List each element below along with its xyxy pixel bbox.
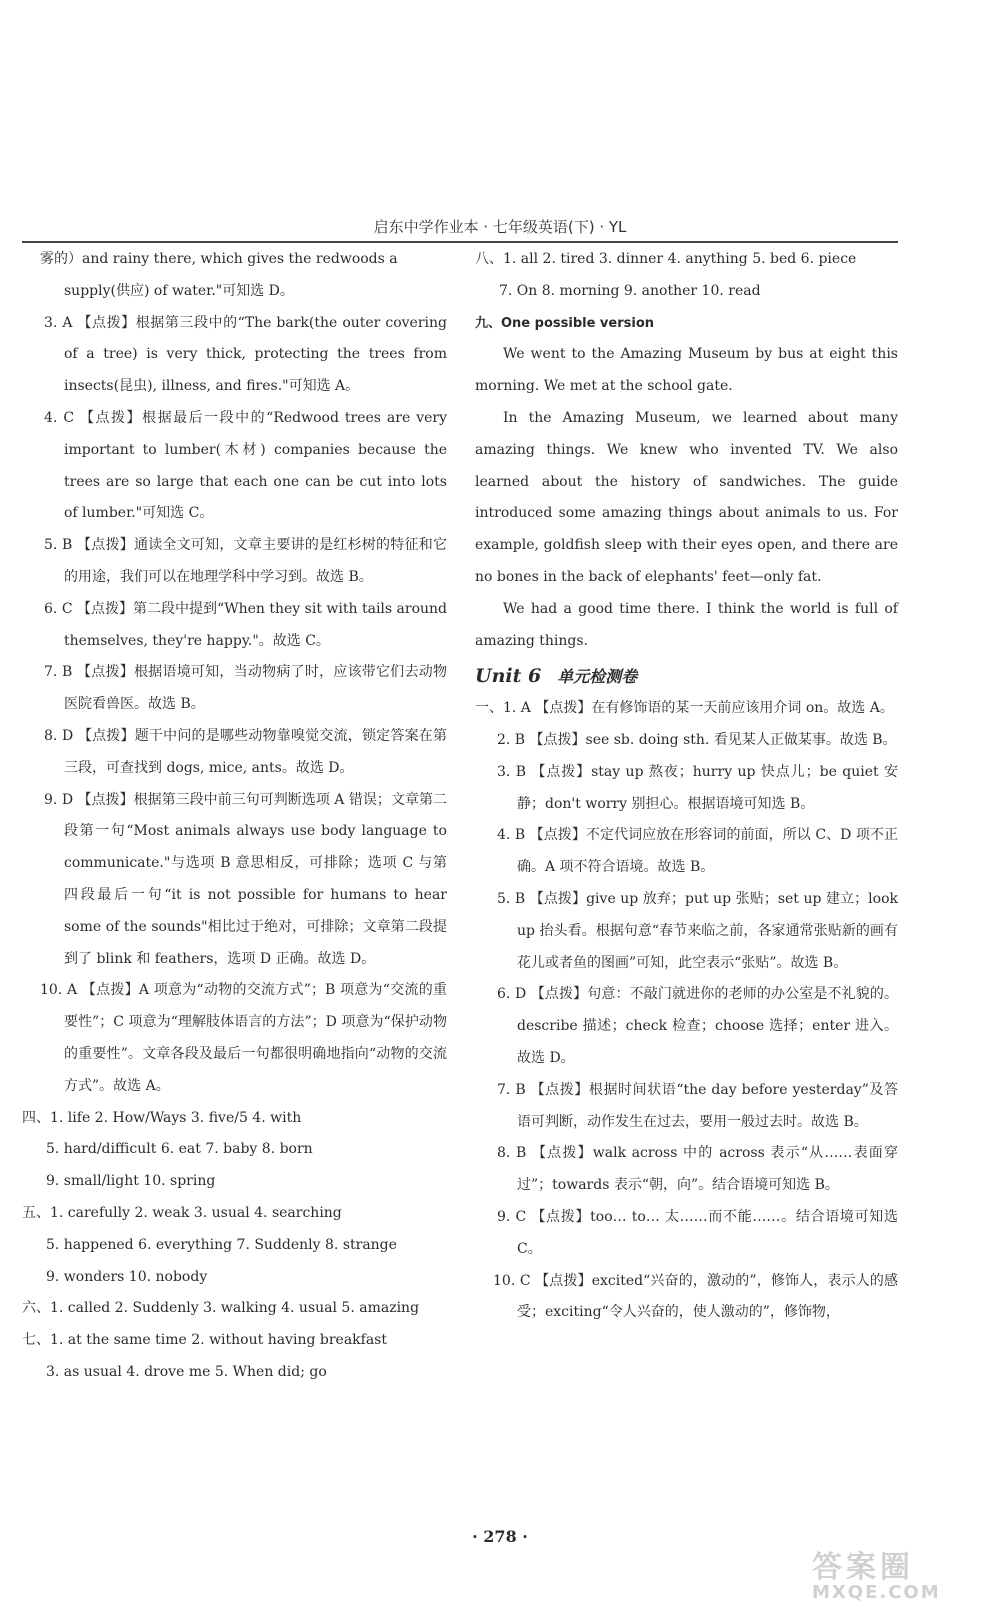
answer-item: 7. B 【点拨】根据语境可知，当动物病了时，应该带它们去动物医院看兽医。故选 B。 [44, 664, 447, 713]
answer-item: 8. B 【点拨】walk across 中的 across 表示“从……表面穿过”；towards 表示“朝，向”。结合语境可知选 B。 [497, 1145, 898, 1194]
answer-item: 10. C 【点拨】excited“兴奋的，激动的”，修饰人，表示人的感受；exciting“令人兴奋的，使人激动的”，修饰物， [493, 1272, 898, 1321]
text-line: supply(供应) of water."可知选 D。 [64, 282, 294, 299]
answer-item: 9. C 【点拨】too… to… 太……而不能……。结合语境可知选 C。 [497, 1208, 898, 1257]
answer-line: 9. small/light 10. spring [46, 1173, 216, 1190]
section-4 [22, 1103, 447, 1198]
section-8 [475, 244, 898, 308]
unit-title: Unit 6 [475, 665, 542, 688]
essay-paragraph: In the Amazing Museum, we learned about many amazing things. We knew who invented TV. We also learned about the history of sandwiches. The guide introduced some amazing things about animals to us. For example, goldfish sleep with their eyes open, and there are no bones in the back of elephants' feet—only fat. [475, 409, 898, 585]
answer-line: 八、1. all 2. tired 3. dinner 4. anything 5. bed 6. piece [475, 251, 857, 267]
right-column [475, 244, 898, 1329]
essay-paragraph: We had a good time there. I think the world is full of amazing things. [475, 600, 898, 649]
section-9-heading: 九、One possible version [475, 315, 655, 331]
answer-line: 四、1. life 2. How/Ways 3. five/5 4. with [22, 1109, 302, 1126]
answer-line: 7. On 8. morning 9. another 10. read [499, 282, 761, 299]
answer-item: 一、1. A 【点拨】在有修饰语的某一天前应该用介词 on。故选 A。 [475, 700, 894, 717]
header-rule [22, 241, 898, 243]
answer-item: 5. B 【点拨】通读全文可知，文章主要讲的是红杉树的特征和它的用途，我们可以在地理学科中学习到。故选 B。 [44, 537, 447, 585]
section-7 [22, 1325, 447, 1389]
answer-item: 7. B 【点拨】根据时间状语“the day before yesterday”及答语可判断，动作发生在过去，要用一般过去时。故选 B。 [497, 1081, 898, 1130]
page-number: · 278 · [472, 1527, 528, 1546]
answer-item: 8. D 【点拨】题干中问的是哪些动物靠嗅觉交流，锁定答案在第三段，可查找到 dogs, mice, ants。故选 D。 [44, 727, 447, 776]
left-column [22, 244, 447, 1389]
answer-line: 七、1. at the same time 2. without having breakfast [22, 1332, 387, 1349]
unit-heading [475, 661, 898, 693]
answer-item: 2. B 【点拨】see sb. doing sth. 看见某人正做某事。故选 B。 [497, 731, 897, 748]
page-header: 启东中学作业本 · 七年级英语(下) · YL [373, 218, 627, 236]
watermark-url: MXQE.COM [812, 1582, 941, 1603]
answer-item: 6. C 【点拨】第二段中提到“When they sit with tails around themselves, they're happy."。故选 C。 [44, 600, 447, 649]
section-6 [22, 1293, 447, 1325]
answer-line: 5. happened 6. everything 7. Suddenly 8. strange [46, 1236, 397, 1253]
answer-item: 10. A 【点拨】A 项意为“动物的交流方式”；B 项意为“交流的重要性”；C 项意为“理解肢体语言的方法”；D 项意为“保护动物的重要性”。文章各段及最后一句都很明确地指向“动物的交流方式”。故选 A。 [40, 982, 447, 1094]
watermark-logo [812, 1542, 992, 1603]
essay-paragraph: We went to the Amazing Museum by bus at eight this morning. We met at the school gate. [475, 346, 898, 395]
text-line: 雾的）and rainy there, which gives the redwoods a [40, 251, 398, 267]
watermark-text: 答案圈 [812, 1550, 914, 1585]
answer-item: 5. B 【点拨】give up 放弃；put up 张贴；set up 建立；look up 抬头看。根据句意“春节来临之前，各家通常张贴新的画有花儿或者鱼的图画”可知，此空表示“张贴”。故选 B。 [497, 890, 898, 971]
answer-line: 5. hard/difficult 6. eat 7. baby 8. born [46, 1141, 313, 1158]
answer-item: 4. B 【点拨】不定代词应放在形容词的前面，所以 C、D 项不正确。A 项不符合语境。故选 B。 [497, 827, 898, 876]
answer-item: 6. D 【点拨】句意：不敲门就进你的老师的办公室是不礼貌的。describe 描述；check 检查；choose 选择；enter 进入。故选 D。 [497, 986, 898, 1066]
answer-item: 9. D 【点拨】根据第三段中前三句可判断选项 A 错误；文章第二段第一句“Most animals always use body language to communicate."与选项 B 意思相反，可排除；选项 C 与第四段最后一句“it is not possible for humans to hear some of the sounds"相比过于绝对，可排除；文章第二段提到了 blink 和 feathers，选项 D 正确。故选 D。 [44, 791, 447, 967]
answer-line: 六、1. called 2. Suddenly 3. walking 4. usual 5. amazing [22, 1300, 420, 1317]
answer-item: 4. C 【点拨】根据最后一段中的“Redwood trees are very important to lumber(木材) companies because the trees are so large that each one can be cut into lots of lumber."可知选 C。 [44, 409, 447, 522]
unit-subtitle: 单元检测卷 [557, 667, 638, 687]
answer-item: 3. A 【点拨】根据第三段中的“The bark(the outer covering of a tree) is very thick, protecting the trees from insects(昆虫), illness, and fires."可知选 A。 [44, 314, 447, 395]
answer-item: 3. B 【点拨】stay up 熬夜；hurry up 快点儿；be quiet 安静；don't worry 别担心。根据语境可知选 B。 [497, 763, 898, 812]
section-5 [22, 1198, 447, 1293]
answer-line: 9. wonders 10. nobody [46, 1268, 208, 1285]
answer-line: 3. as usual 4. drove me 5. When did; go [46, 1363, 327, 1380]
answer-line: 五、1. carefully 2. weak 3. usual 4. searching [22, 1204, 342, 1221]
